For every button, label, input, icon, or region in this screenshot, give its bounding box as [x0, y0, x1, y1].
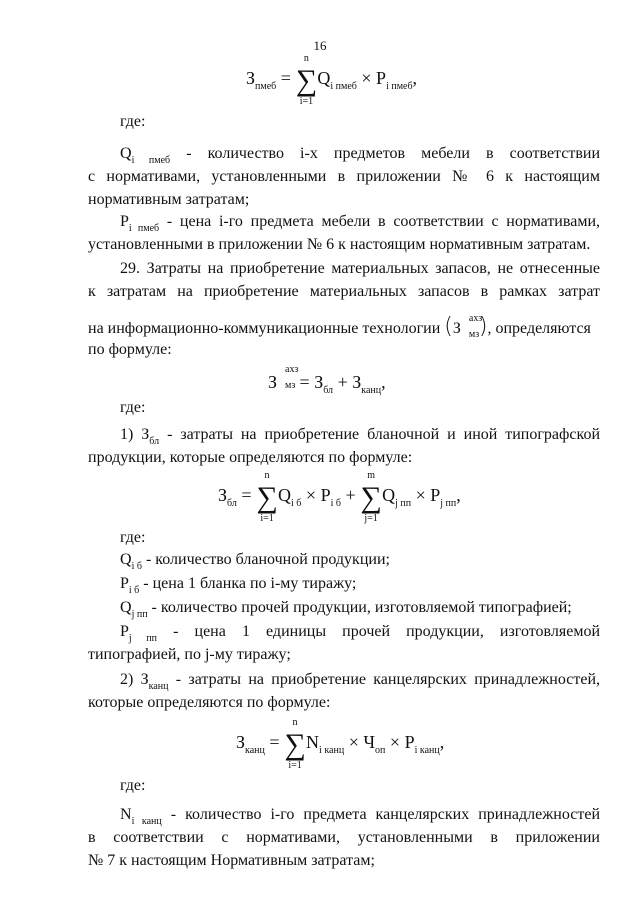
f1-sum-top: n — [303, 53, 309, 64]
where-label-2: где: — [120, 399, 146, 416]
p29-line2: к затратам на приобретение материальных запасов в рамках затрат — [88, 283, 600, 300]
item1-line2: продукции, которые определяются по формуле: — [88, 449, 413, 466]
sum-icon: ∑ n i=1 — [284, 717, 306, 771]
def-q-furniture-line3: нормативным затратам; — [88, 191, 250, 208]
def-n-stationery-line3: № 7 к настоящим Нормативным затратам; — [88, 852, 375, 869]
where-label-4: где: — [120, 777, 146, 794]
def-p-other-line1: $P_{j пп}$ - цена 1 единицы прочей продукции, изготовляемой — [120, 623, 601, 644]
f1-lhs-sub: пмеб — [255, 81, 277, 92]
def-p-blank: $P_{i б}$ - цена 1 бланка по i-му тиражу; — [120, 575, 357, 596]
f1-lhs: З — [246, 68, 256, 88]
def-n-stationery-line1: $N_{i канц}$ - количество i-го предмета канцелярских принадлежностей — [120, 806, 600, 827]
def-q-other: $Q_{j пп}$ - количество прочей продукции, изготовляемой типографией; — [120, 599, 572, 620]
f1-p-sub: i пмеб — [386, 81, 413, 92]
def-p-furniture-line1: $P_{i пмеб}$ - цена i-го предмета мебели в соответствии с нормативами, — [120, 213, 601, 234]
formula-materials: З ахз мз = $З_{бл} + З_{канц}$, — [268, 364, 386, 396]
def-p-furniture-line2: установленными в приложении № 6 к настоящим нормативным затратам. — [88, 236, 591, 253]
f1-q: Q — [317, 68, 331, 88]
sum-icon: ∑ m j=1 — [360, 470, 382, 524]
p29-line1: 29. Затраты на приобретение материальных запасов, не отнесенные — [120, 260, 600, 277]
formula-stationery: $З_{канц}$ = ∑ n i=1 $N_{i канц} \times Ч_{оп} \times P_{i канц}$, — [236, 717, 445, 771]
page-number: 16 — [313, 38, 327, 53]
item2-line2: которые определяются по формуле: — [88, 694, 331, 711]
p29-line3: на информационно-коммуникационные технологии (З ахз мз ), определяются — [88, 313, 591, 340]
def-q-blank: $Q_{i б}$ - количество бланочной продукции; — [120, 551, 390, 572]
def-q-furniture-line2: с нормативами, установленными в приложении № 6 к настоящим — [88, 168, 600, 185]
f1-p: P — [376, 68, 387, 88]
p29-line4: по формуле: — [88, 341, 172, 358]
f1-q-sub: i пмеб — [330, 81, 357, 92]
where-label-1: где: — [120, 113, 146, 130]
f1-times: × — [361, 68, 372, 88]
formula-blanks: $З_{бл}$ = ∑ n i=1 $Q_{i б} \times P_{i б}$ + ∑ m j=1 $Q_{j пп} \times P_{j пп}$, — [218, 470, 461, 524]
sum-icon: ∑ n i=1 — [295, 53, 318, 107]
def-p-other-line2: типографией, по j-му тиражу; — [88, 646, 291, 663]
f1-tail: , — [412, 68, 418, 88]
item2-line1: 2) $З_{канц}$ - затраты на приобретение канцелярских принадлежностей, — [120, 671, 601, 692]
def-n-stationery-line2: в соответствии с нормативами, установленными в приложении — [88, 829, 600, 846]
f1-eq: = — [280, 68, 291, 88]
sum-icon: ∑ n i=1 — [256, 470, 278, 524]
where-label-3: где: — [120, 529, 146, 546]
def-q-furniture-line1: $Q_{i пмеб}$ - количество i-х предметов мебели в соответствии — [120, 145, 601, 166]
item1-line1: 1) $З_{бл}$ - затраты на приобретение бланочной и иной типографской — [120, 426, 601, 447]
f1-sum-bot: i=1 — [299, 96, 314, 107]
formula-furniture — [246, 53, 418, 107]
